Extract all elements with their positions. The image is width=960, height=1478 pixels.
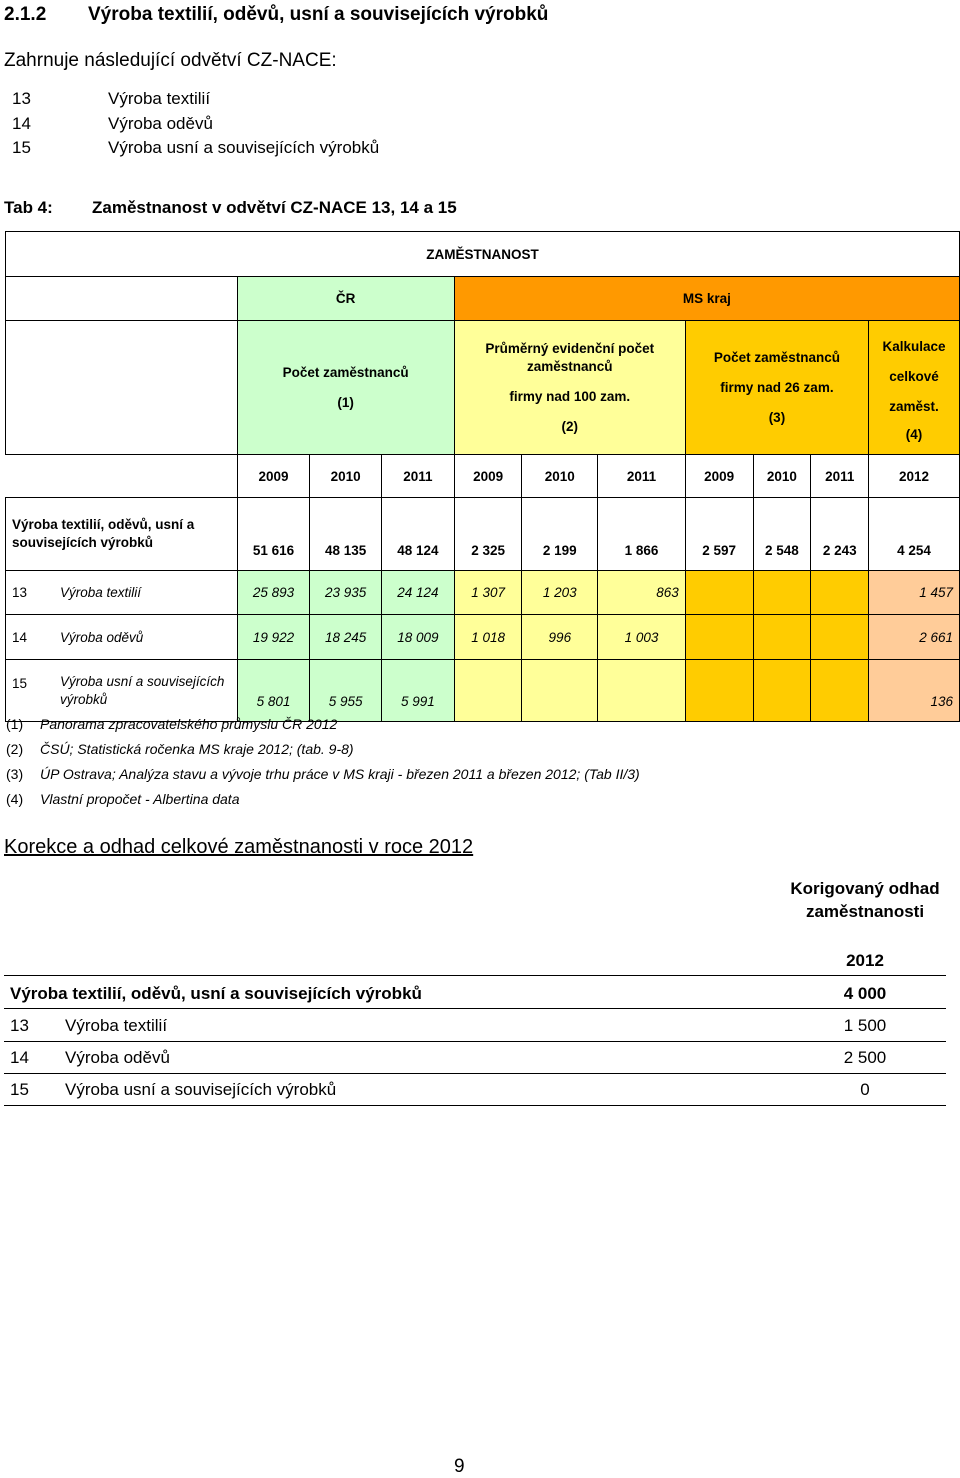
- data-cell: 996: [522, 615, 598, 660]
- year-cell: 2010: [753, 455, 811, 498]
- year-cell: 2011: [811, 455, 869, 498]
- table-caption: [4, 198, 457, 218]
- data-cell: [522, 660, 598, 722]
- footnote: [6, 791, 240, 807]
- korekce-title: Korekce a odhad celkové zaměstnanosti v roce 2012: [4, 836, 474, 858]
- col2-title: Průměrný evidenční počet zaměstnanců: [485, 340, 655, 374]
- data-cell: 5 955: [310, 660, 382, 722]
- total-cell: 2 325: [454, 498, 522, 571]
- footnote: [6, 741, 354, 757]
- years-blank: [6, 455, 238, 498]
- year-cell: 2009: [685, 455, 753, 498]
- data-cell: 18 245: [310, 615, 382, 660]
- section-number: 2.1.2: [4, 4, 47, 25]
- footnote: [6, 716, 337, 732]
- total-cell: 51 616: [237, 498, 310, 571]
- footnote-number: (3): [6, 766, 24, 782]
- row-code: 14: [12, 629, 28, 645]
- col3-header: [685, 321, 868, 455]
- korekce-row: [10, 1016, 167, 1036]
- korekce-row: [10, 1080, 336, 1100]
- data-cell: 19 922: [237, 615, 310, 660]
- korekce-row-code: 14: [10, 1048, 29, 1067]
- data-cell: [753, 571, 811, 615]
- row-label: [6, 615, 238, 660]
- nace-name: Výroba textilií: [108, 89, 211, 108]
- footnote-number: (4): [6, 791, 24, 807]
- total-cell: 1 866: [598, 498, 686, 571]
- nace-name: Výroba oděvů: [108, 114, 213, 133]
- col3-note: (3): [768, 409, 786, 425]
- data-cell: [598, 660, 686, 722]
- year-cell: 2011: [382, 455, 455, 498]
- total-cell: 2 597: [685, 498, 753, 571]
- data-cell: [753, 615, 811, 660]
- data-cell: 24 124: [382, 571, 455, 615]
- year-cell: 2010: [310, 455, 382, 498]
- korekce-row-name: Výroba textilií: [65, 1016, 168, 1035]
- data-cell: [811, 571, 869, 615]
- col4-header: [869, 321, 960, 455]
- data-cell: 2 661: [869, 615, 960, 660]
- year-cell: 2011: [598, 455, 686, 498]
- page-number: 9: [454, 1456, 465, 1477]
- intro-text: Zahrnuje následující odvětví CZ-NACE:: [4, 50, 337, 71]
- header-zamestnanost: ZAMĚSTNANOST: [6, 232, 960, 277]
- total-cell: 2 199: [522, 498, 598, 571]
- nace-item: [12, 114, 213, 134]
- data-cell: [685, 571, 753, 615]
- header-blank: [6, 277, 238, 321]
- col3-title: Počet zaměstnanců: [713, 349, 840, 365]
- korekce-row-name: Výroba usní a souvisejících výrobků: [65, 1080, 337, 1099]
- korekce-row-value: 2 500: [843, 1048, 887, 1067]
- col2-sub: firmy nad 100 zam.: [509, 388, 631, 404]
- korekce-total-value: 4 000: [843, 984, 887, 1003]
- data-cell: [685, 660, 753, 722]
- section-heading: [4, 4, 548, 26]
- korekce-row-code: 13: [10, 1016, 29, 1035]
- data-cell: 1 203: [522, 571, 598, 615]
- col2-note: (2): [561, 418, 578, 434]
- table-title: Zaměstnanost v odvětví CZ-NACE 13, 14 a 15: [92, 198, 457, 217]
- total-cell: 48 124: [382, 498, 455, 571]
- korekce-row-name: Výroba oděvů: [65, 1048, 170, 1067]
- data-cell: 25 893: [237, 571, 310, 615]
- nace-item: [12, 138, 379, 158]
- korekce-divider: [4, 1041, 946, 1042]
- korekce-col-header: Korigovaný odhad zaměstnanosti: [790, 879, 940, 921]
- data-cell: [811, 660, 869, 722]
- employment-table: [5, 231, 960, 722]
- nace-code: 15: [12, 138, 31, 157]
- row-label: [6, 571, 238, 615]
- col1-note: (1): [337, 394, 354, 410]
- data-cell: 5 991: [382, 660, 455, 722]
- data-cell: 1 457: [869, 571, 960, 615]
- row-code: 13: [12, 585, 28, 600]
- footnote-text: ÚP Ostrava; Analýza stavu a vývoje trhu práce v MS kraji - březen 2011 a březen 2012; (Tab II/3): [40, 766, 640, 782]
- year-cell: 2010: [522, 455, 598, 498]
- header-blank: [6, 321, 238, 455]
- nace-code: 14: [12, 114, 31, 133]
- year-cell: 2009: [454, 455, 522, 498]
- korekce-total-label: Výroba textilií, oděvů, usní a souvisejících výrobků: [10, 984, 422, 1003]
- header-cr: ČR: [237, 277, 454, 321]
- nace-name: Výroba usní a souvisejících výrobků: [108, 138, 380, 157]
- nace-item: [12, 89, 210, 109]
- col1-title: Počet zaměstnanců: [282, 364, 409, 380]
- footnote-number: (1): [6, 716, 24, 732]
- data-cell: [753, 660, 811, 722]
- data-cell: [454, 660, 522, 722]
- header-ms-kraj: MS kraj: [454, 277, 959, 321]
- nace-code: 13: [12, 89, 31, 108]
- data-cell: [811, 615, 869, 660]
- data-cell: 18 009: [382, 615, 455, 660]
- data-cell: 1 003: [598, 615, 686, 660]
- korekce-divider: [4, 1105, 946, 1106]
- data-cell: 136: [869, 660, 960, 722]
- korekce-row-value: 0: [860, 1080, 870, 1099]
- data-cell: 23 935: [310, 571, 382, 615]
- year-cell: 2012: [869, 455, 960, 498]
- korekce-year: 2012: [846, 951, 884, 970]
- korekce-row-value: 1 500: [843, 1016, 887, 1035]
- year-cell: 2009: [237, 455, 310, 498]
- col4-note: (4): [905, 426, 923, 442]
- korekce-row-code: 15: [10, 1080, 29, 1099]
- footnote-number: (2): [6, 741, 24, 757]
- footnote-text: Panorama zpracovatelského průmyslu ČR 2012: [40, 716, 338, 732]
- row-code: 15: [12, 675, 28, 691]
- data-cell: 1 307: [454, 571, 522, 615]
- data-cell: [685, 615, 753, 660]
- section-title: Výroba textilií, oděvů, usní a souvisejících výrobků: [88, 4, 549, 25]
- total-cell: 4 254: [869, 498, 960, 571]
- footnote-text: ČSÚ; Statistická ročenka MS kraje 2012; (tab. 9-8): [40, 741, 354, 757]
- data-cell: 863: [598, 571, 686, 615]
- korekce-divider: [4, 975, 946, 976]
- total-row-label: Výroba textilií, oděvů, usní a souvisejících výrobků: [6, 498, 238, 571]
- row-name: Výroba textilií: [60, 585, 142, 600]
- footnote: [6, 766, 640, 782]
- row-name: Výroba oděvů: [60, 629, 144, 645]
- row-name: Výroba usní a souvisejících výrobků: [60, 673, 225, 707]
- korekce-divider: [4, 1008, 946, 1009]
- data-cell: 1 018: [454, 615, 522, 660]
- col4-title: Kalkulace celkové zaměst.: [882, 338, 946, 414]
- table-label: Tab 4:: [4, 198, 53, 217]
- total-cell: 2 243: [811, 498, 869, 571]
- total-cell: 2 548: [753, 498, 811, 571]
- korekce-divider: [4, 1073, 946, 1074]
- row-label: [6, 660, 238, 722]
- col1-header: [237, 321, 454, 455]
- col3-sub: firmy nad 26 zam.: [720, 379, 834, 395]
- korekce-row: [10, 1048, 170, 1068]
- data-cell: 5 801: [237, 660, 310, 722]
- footnote-text: Vlastní propočet - Albertina data: [40, 791, 240, 807]
- total-cell: 48 135: [310, 498, 382, 571]
- col2-header: [454, 321, 685, 455]
